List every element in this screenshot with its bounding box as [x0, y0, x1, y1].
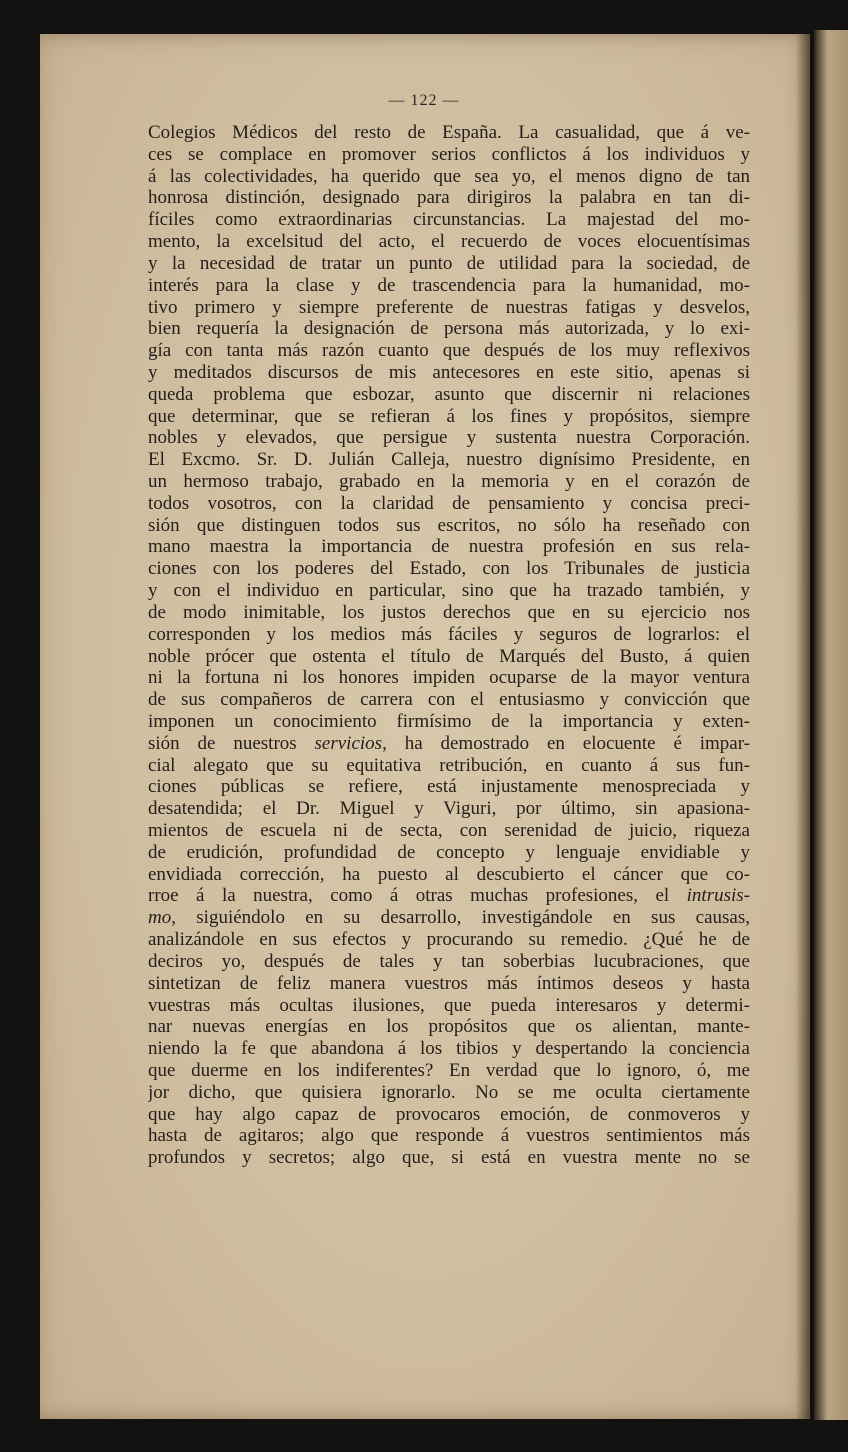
- text-line: rroe á la nuestra, como á otras muchas profesiones, el intrusis-: [148, 885, 750, 907]
- text-line: mo, siguiéndolo en su desarrollo, investigándole en sus causas,: [148, 907, 750, 929]
- text-line: sión que distinguen todos sus escritos, no sólo ha reseñado con: [148, 514, 750, 536]
- text-line: ces se complace en promover serios conflictos á los individuos y: [148, 143, 750, 165]
- text-line: de modo inimitable, los justos derechos que en su ejercicio nos: [148, 601, 750, 623]
- text-line: ni la fortuna ni los honores impiden ocuparse de la mayor ventura: [148, 667, 750, 689]
- text-line: á las colectividades, ha querido que sea yo, el menos digno de tan: [148, 165, 750, 187]
- text-line: jor dicho, que quisiera ignorarlo. No se me oculta ciertamente: [148, 1081, 750, 1103]
- text-line: ciones con los poderes del Estado, con los Tribunales de justicia: [148, 558, 750, 580]
- text-line: un hermoso trabajo, grabado en la memoria y en el corazón de: [148, 471, 750, 492]
- page-number: — 122 —: [388, 92, 460, 109]
- text-line: nobles y elevados, que persigue y sustenta nuestra Corporación.: [148, 427, 750, 449]
- text-line: queda problema que esbozar, asunto que discernir ni relaciones: [148, 383, 750, 405]
- text-line: y la necesidad de tratar un punto de utilidad para la sociedad, de: [148, 252, 750, 274]
- text-line: cial alegato que su equitativa retribución, en cuanto á sus fun-: [148, 754, 750, 776]
- text-line: hasta de agitaros; algo que responde á vuestros sentimientos más: [148, 1125, 750, 1147]
- text-line: de erudición, profundidad de concepto y lenguaje envidiable y: [148, 841, 750, 863]
- text-line: mientos de escuela ni de secta, con serenidad de juicio, riqueza: [148, 820, 750, 841]
- text-line: noble prócer que ostenta el título de Marqués del Busto, á quien: [148, 645, 750, 667]
- text-line: sión de nuestros servicios, ha demostrado en elocuente é impar-: [148, 732, 750, 754]
- text-line: gía con tanta más razón cuanto que después de los muy reflexivos: [148, 340, 750, 362]
- text-line: que duerme en los indiferentes? En verdad que lo ignoro, ó, me: [148, 1059, 750, 1081]
- text-line: honrosa distinción, designado para dirigiros la palabra en tan di-: [148, 187, 750, 209]
- page-body-text: [148, 122, 750, 1169]
- text-line: profundos y secretos; algo que, si está en vuestra mente no se: [148, 1147, 750, 1169]
- text-line: vuestras más ocultas ilusiones, que pueda interesaros y determi-: [148, 994, 750, 1016]
- text-line: envidiada corrección, ha puesto al descubierto el cáncer que co-: [148, 863, 750, 885]
- text-line: desatendida; el Dr. Miguel y Viguri, por último, sin apasiona-: [148, 798, 750, 820]
- text-line: y con el individuo en particular, sino que ha trazado también, y: [148, 580, 750, 602]
- text-line: que determinar, que se refieran á los fines y propósitos, siempre: [148, 405, 750, 427]
- adjacent-page-edge: [814, 30, 848, 1420]
- text-line: nar nuevas energías en los propósitos que os alientan, mante-: [148, 1016, 750, 1038]
- text-line: Colegios Médicos del resto de España. La casualidad, que á ve-: [148, 122, 750, 143]
- text-line: analizándole en sus efectos y procurando su remedio. ¿Qué he de: [148, 929, 750, 951]
- text-line: que hay algo capaz de provocaros emoción, de conmoveros y: [148, 1103, 750, 1125]
- text-line: imponen un conocimiento firmísimo de la importancia y exten-: [148, 710, 750, 732]
- text-line: todos vosotros, con la claridad de pensamiento y concisa preci-: [148, 492, 750, 514]
- text-line: ciones públicas se refiere, está injustamente menospreciada y: [148, 776, 750, 798]
- text-line: deciros yo, después de tales y tan soberbias lucubraciones, que: [148, 950, 750, 972]
- text-line: tivo primero y siempre preferente de nuestras fatigas y desvelos,: [148, 296, 750, 318]
- text-line: bien requería la designación de persona más autorizada, y lo exi-: [148, 318, 750, 340]
- text-line: y meditados discursos de mis antecesores en este sitio, apenas si: [148, 361, 750, 383]
- text-line: sintetizan de feliz manera vuestros más íntimos deseos y hasta: [148, 972, 750, 994]
- text-line: fíciles como extraordinarias circunstancias. La majestad del mo-: [148, 209, 750, 231]
- text-line: interés para la clase y de trascendencia para la humanidad, mo-: [148, 274, 750, 296]
- text-line: corresponden y los medios más fáciles y seguros de lograrlos: el: [148, 623, 750, 645]
- text-line: El Excmo. Sr. D. Julián Calleja, nuestro dignísimo Presidente, en: [148, 449, 750, 471]
- text-line: mento, la excelsitud del acto, el recuerdo de voces elocuentísimas: [148, 231, 750, 253]
- text-line: niendo la fe que abandona á los tibios y despertando la conciencia: [148, 1038, 750, 1060]
- text-line: mano maestra la importancia de nuestra profesión en sus rela-: [148, 536, 750, 558]
- page-gutter-shadow: [796, 34, 814, 1419]
- text-line: de sus compañeros de carrera con el entusiasmo y convicción que: [148, 689, 750, 711]
